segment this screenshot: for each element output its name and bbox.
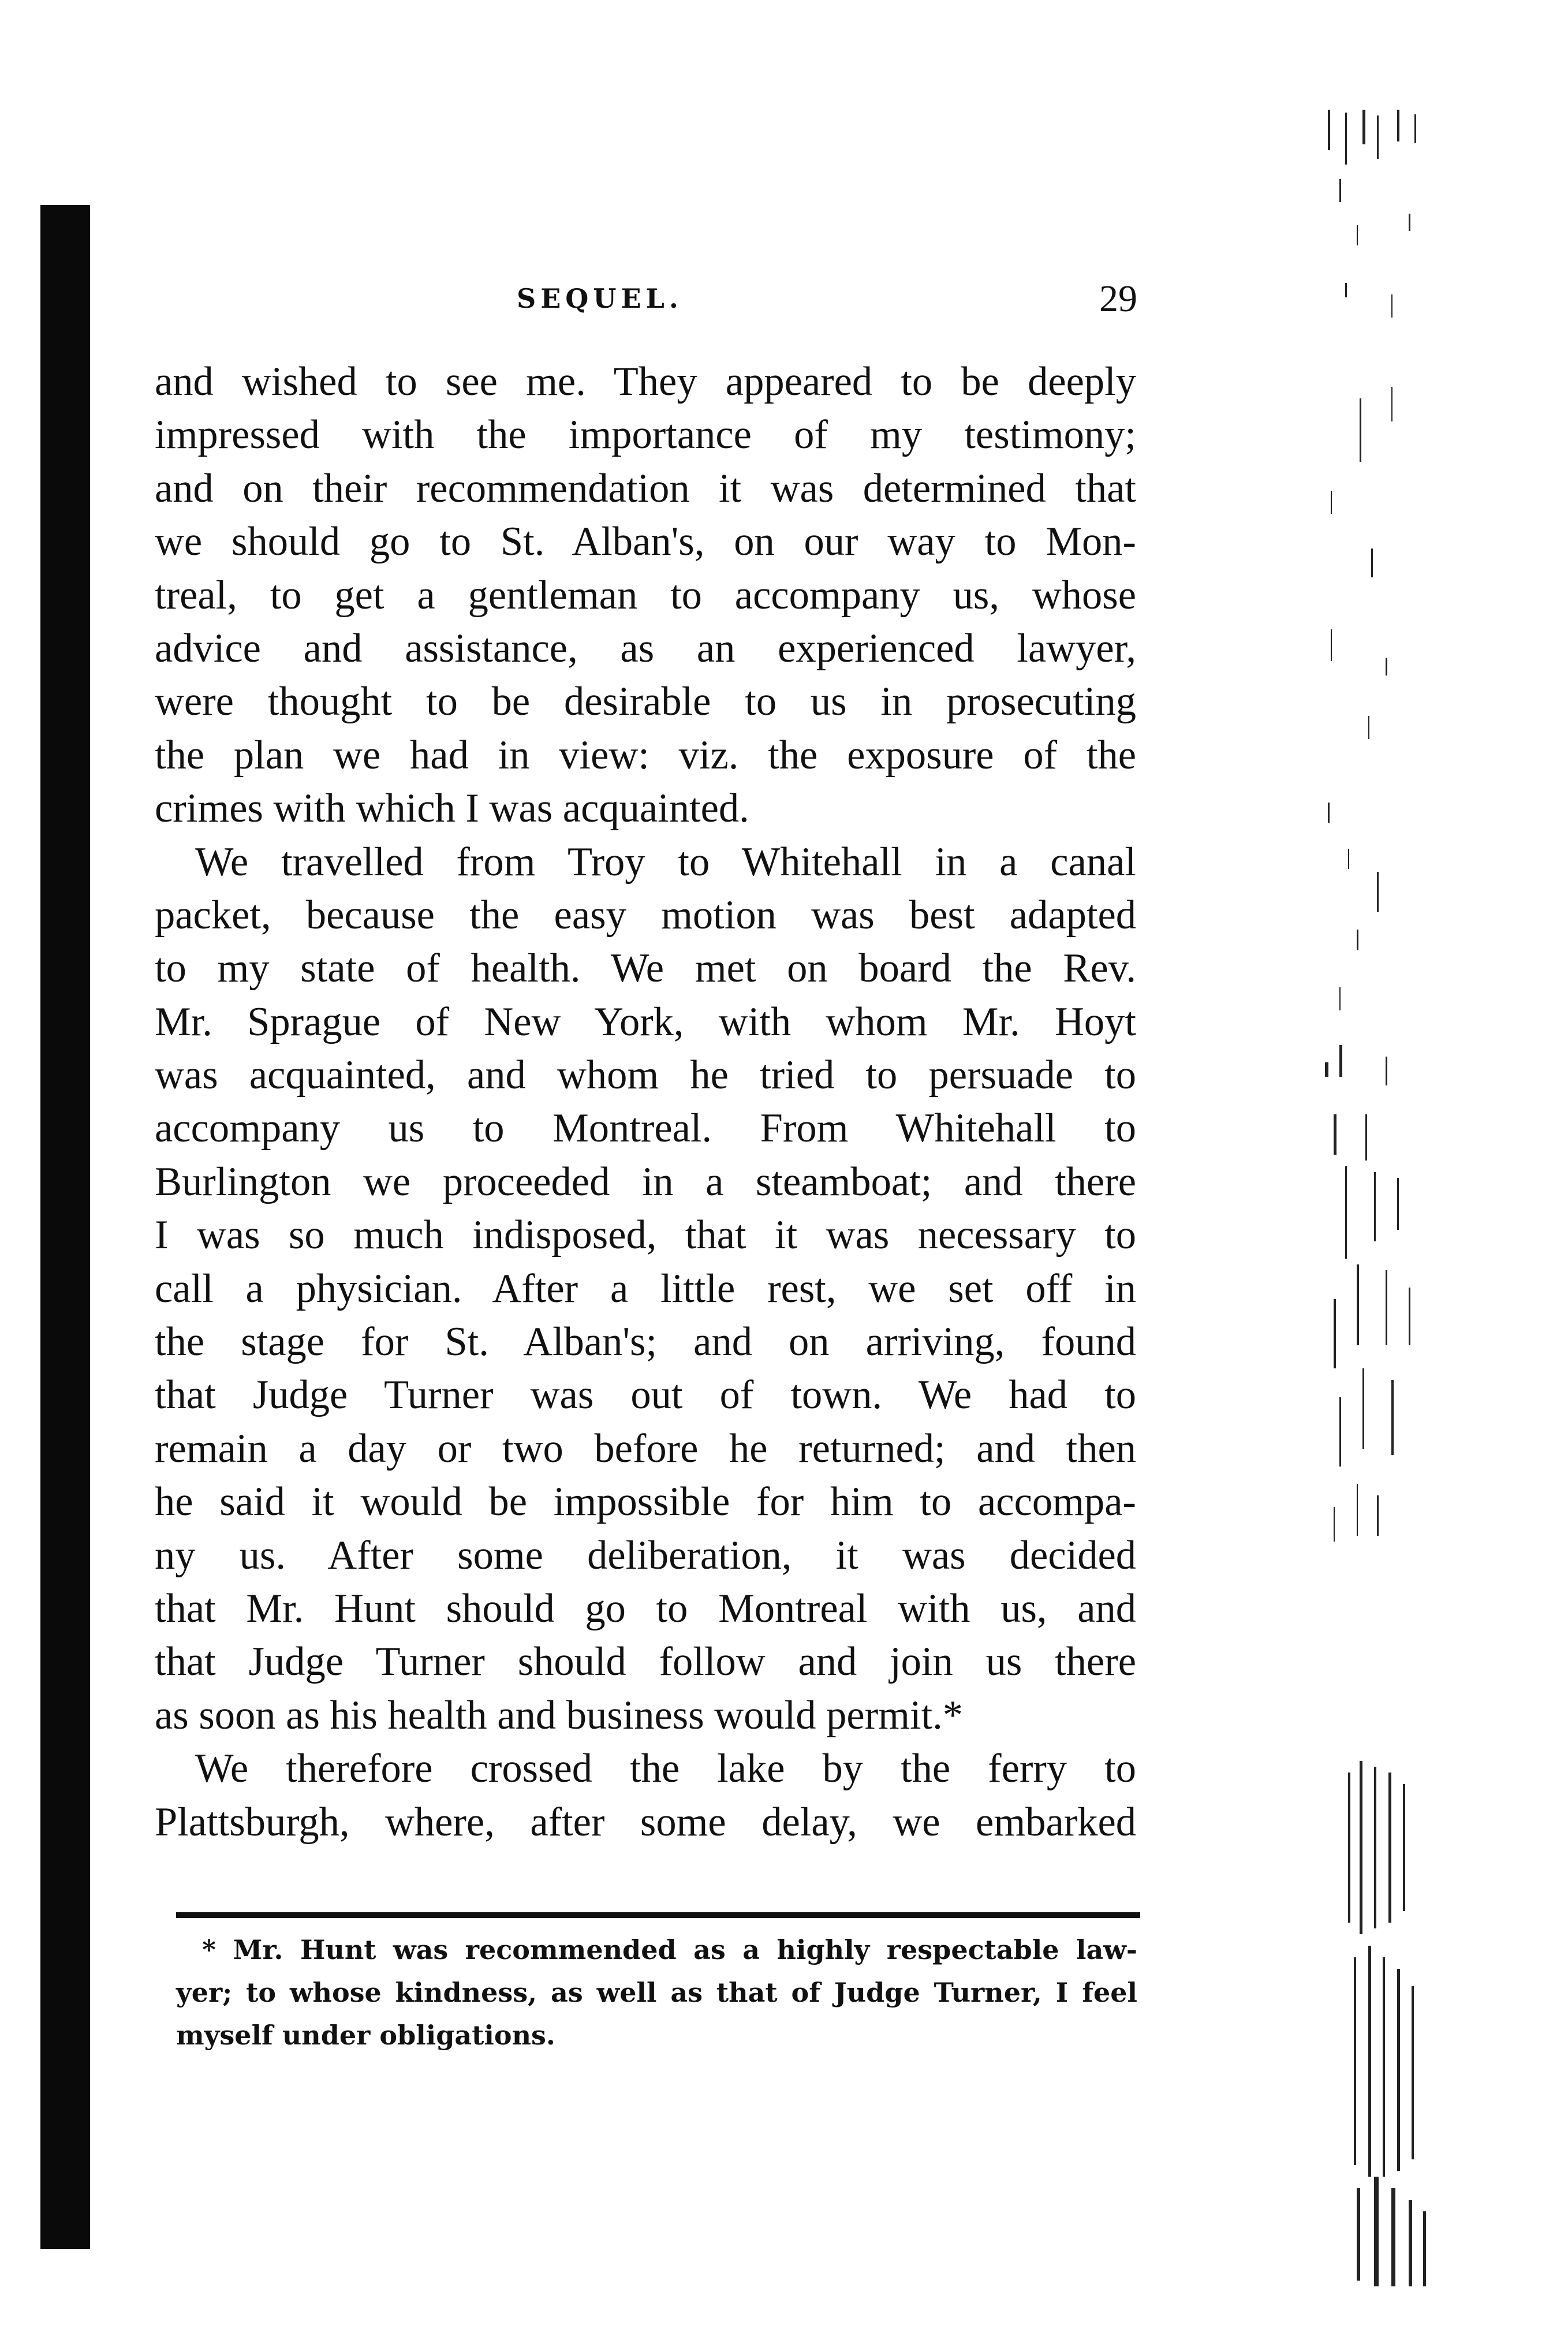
footnote-line: myself under obligations. [176,2020,555,2051]
text-line: the stage for St. Alban's; and on arriving, found [155,1319,1136,1365]
footnote-line: * Mr. Hunt was recommended as a highly respectable law- [202,1934,1137,1965]
binding-shadow [40,205,90,2249]
text-line: that Judge Turner was out of town. We had to [155,1372,1136,1418]
text-line: as soon as his health and business would permit.* [155,1692,964,1738]
text-line: Plattsburgh, where, after some delay, we embarked [155,1799,1136,1845]
text-line: We travelled from Troy to Whitehall in a canal [195,839,1136,885]
text-line: I was so much indisposed, that it was necessary to [155,1212,1136,1258]
text-line: ny us. After some deliberation, it was decided [155,1532,1136,1578]
text-line: call a physician. After a little rest, we set off in [155,1266,1136,1311]
footnote-line: yer; to whose kindness, as well as that of Judge Turner, I feel [176,1977,1137,2008]
running-title: SEQUEL. [517,283,683,314]
text-line: that Mr. Hunt should go to Montreal with us, and [155,1585,1136,1631]
text-line: to my state of health. We met on board the Rev. [155,946,1136,991]
text-line: and on their recommendation it was determined that [155,465,1136,511]
text-line: advice and assistance, as an experienced lawyer, [155,625,1136,671]
text-line: packet, because the easy motion was best adapted [155,892,1136,938]
text-line: We therefore crossed the lake by the ferry to [195,1746,1136,1792]
footnote-rule [176,1912,1140,1918]
text-line: we should go to St. Alban's, on our way to Mon- [155,519,1136,565]
text-line: was acquainted, and whom he tried to persuade to [155,1053,1136,1098]
text-line: crimes with which I was acquainted. [155,786,749,831]
text-line: remain a day or two before he returned; and then [155,1426,1136,1471]
text-line: that Judge Turner should follow and join us there [155,1639,1136,1685]
text-line: impressed with the importance of my testimony; [155,412,1136,458]
page-number: 29 [1099,278,1137,320]
footnote [176,1928,1137,2057]
text-line: and wished to see me. They appeared to be deeply [155,359,1136,404]
body-text [155,355,1136,1849]
text-line: were thought to be desirable to us in prosecuting [155,679,1136,725]
text-line: he said it would be impossible for him to accompa- [155,1479,1136,1525]
page-edge-speckle [1322,110,1495,2304]
text-line: accompany us to Montreal. From Whitehall to [155,1106,1136,1151]
text-line: the plan we had in view: viz. the exposure of the [155,732,1136,778]
text-line: Burlington we proceeded in a steamboat; and there [155,1159,1136,1204]
text-line: Mr. Sprague of New York, with whom Mr. Hoyt [155,999,1136,1044]
page-header [162,277,1137,329]
text-line: treal, to get a gentleman to accompany us, whose [155,572,1136,618]
